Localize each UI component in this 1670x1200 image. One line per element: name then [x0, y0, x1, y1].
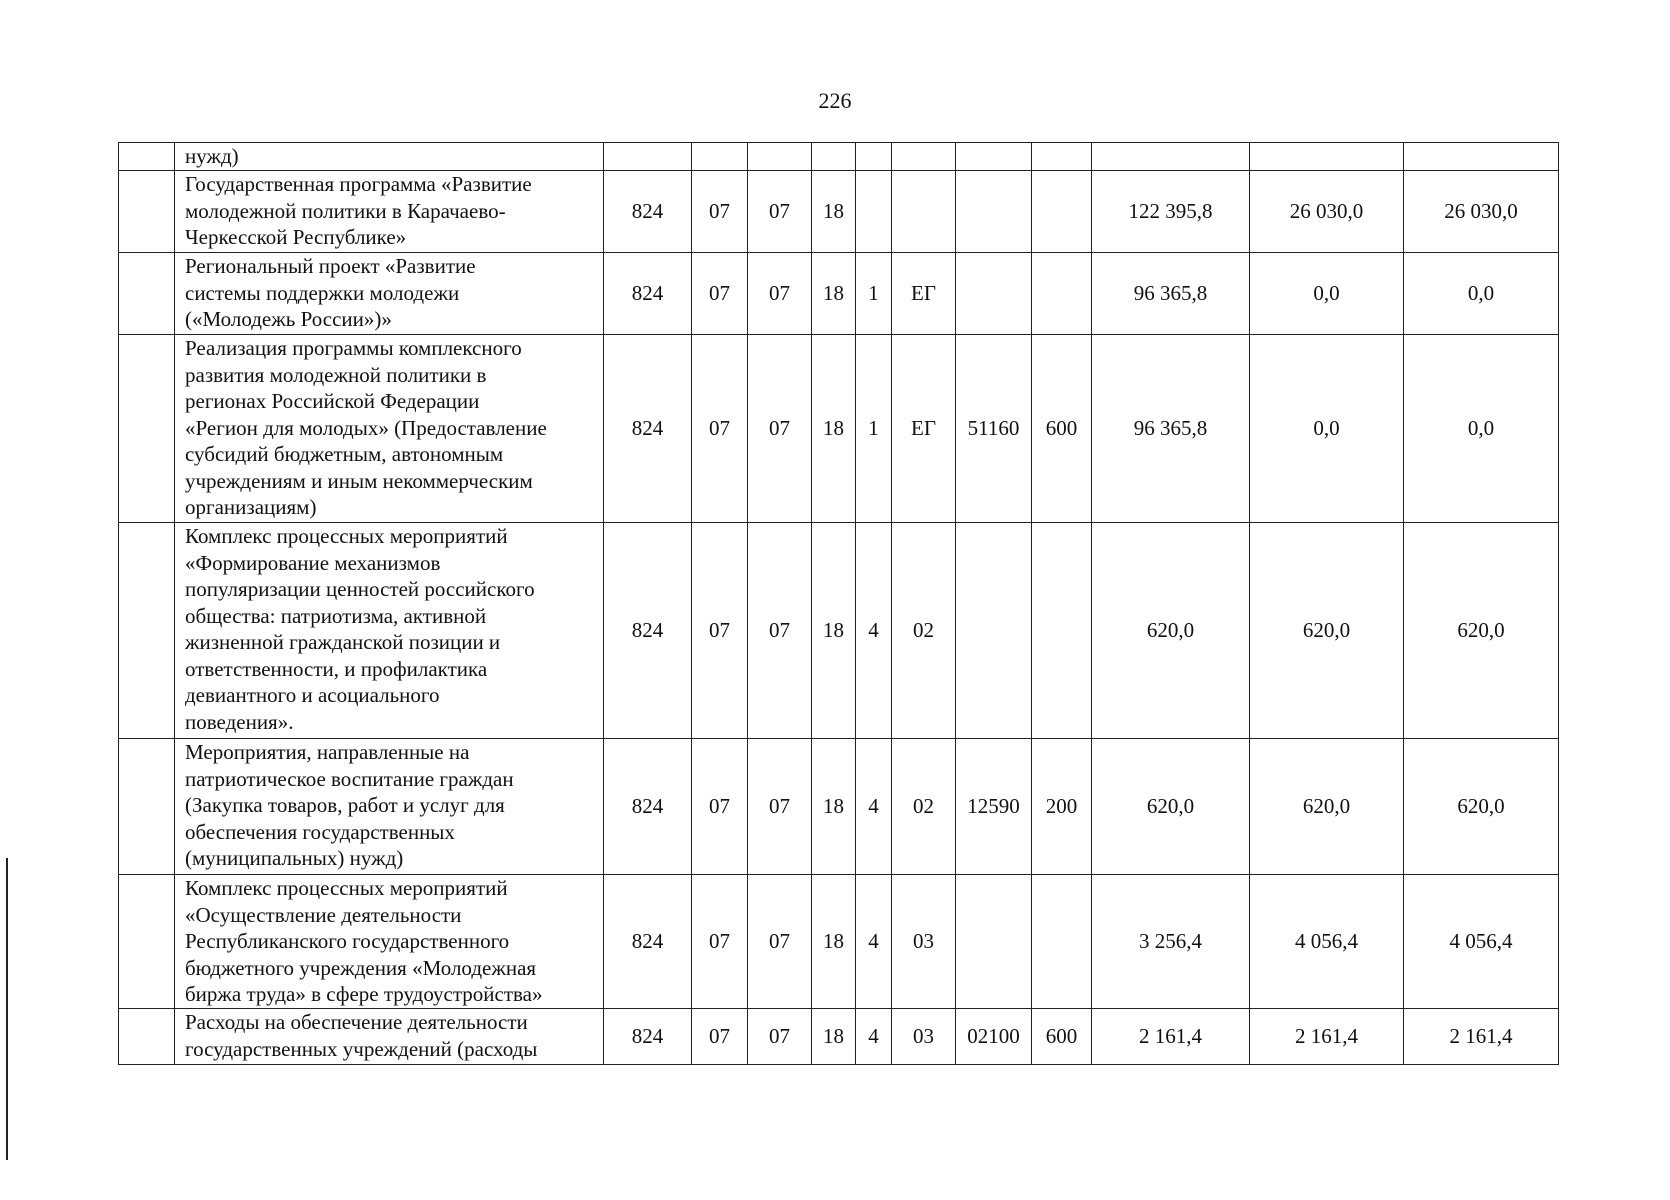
subprogram-code-cell: 4: [856, 523, 892, 739]
name-cell: [175, 253, 604, 335]
table-row: [119, 1009, 1559, 1065]
ministry-code-cell: 824: [604, 739, 692, 875]
name-line: Черкесской Республике»: [185, 225, 407, 249]
sum-year-3-cell: 26 030,0: [1404, 171, 1559, 253]
subsection-code-cell: 07: [748, 171, 812, 253]
table-row: [119, 739, 1559, 875]
table-body: [119, 143, 1559, 1065]
name-line: субсидий бюджетным, автономным: [185, 442, 504, 466]
sum-year-3-cell: 0,0: [1404, 253, 1559, 335]
name-line: развития молодежной политики в: [185, 362, 487, 387]
sum-year-2-cell: 0,0: [1250, 335, 1404, 523]
measure-code-cell: 03: [892, 875, 956, 1009]
sum-year-1-cell: 2 161,4: [1092, 1009, 1250, 1065]
measure-code-cell: 03: [892, 1009, 956, 1065]
subsection-code-cell: 07: [748, 739, 812, 875]
name-cell: [175, 875, 604, 1009]
sum-year-1-cell: 620,0: [1092, 739, 1250, 875]
ministry-code-cell: 824: [604, 523, 692, 739]
subprogram-code-cell: [856, 143, 892, 171]
direction-code-cell: [956, 253, 1032, 335]
expense-type-cell: [1032, 171, 1092, 253]
sum-year-3-cell: 2 161,4: [1404, 1009, 1559, 1065]
measure-code-cell: 02: [892, 523, 956, 739]
subprogram-code-cell: 4: [856, 1009, 892, 1065]
direction-code-cell: [956, 171, 1032, 253]
sum-year-2-cell: 4 056,4: [1250, 875, 1404, 1009]
ministry-code-cell: 824: [604, 171, 692, 253]
section-code-cell: 07: [692, 523, 748, 739]
name-line: Государственная программа «Развитие: [185, 172, 532, 196]
section-code-cell: 07: [692, 335, 748, 523]
expense-type-cell: 600: [1032, 335, 1092, 523]
ministry-code-cell: 824: [604, 875, 692, 1009]
section-code-cell: 07: [692, 739, 748, 875]
direction-code-cell: [956, 143, 1032, 171]
sum-year-2-cell: [1250, 143, 1404, 171]
name-line: Республиканского государственного: [185, 929, 510, 953]
direction-code-cell: 02100: [956, 1009, 1032, 1065]
name-line: государственных учреждений (расходы: [185, 1036, 538, 1061]
name-line: молодежной политики в Карачаево-: [185, 198, 506, 223]
row-marker-cell: [119, 335, 175, 523]
expense-type-cell: 600: [1032, 1009, 1092, 1065]
name-line: поведения».: [185, 709, 294, 734]
margin-mark: [6, 858, 8, 1160]
program-code-cell: 18: [812, 523, 856, 739]
sum-year-2-cell: 26 030,0: [1250, 171, 1404, 253]
measure-code-cell: ЕГ: [892, 335, 956, 523]
row-marker-cell: [119, 143, 175, 171]
sum-year-1-cell: 122 395,8: [1092, 171, 1250, 253]
direction-code-cell: 51160: [956, 335, 1032, 523]
ministry-code-cell: 824: [604, 253, 692, 335]
measure-code-cell: [892, 143, 956, 171]
program-code-cell: 18: [812, 171, 856, 253]
program-code-cell: 18: [812, 1009, 856, 1065]
name-line: патриотическое воспитание граждан: [185, 766, 514, 791]
name-line: «Регион для молодых» (Предоставление: [185, 415, 547, 440]
name-cell: [175, 1009, 604, 1065]
sum-year-3-cell: 620,0: [1404, 739, 1559, 875]
ministry-code-cell: [604, 143, 692, 171]
budget-table: [118, 142, 1559, 1065]
program-code-cell: 18: [812, 253, 856, 335]
ministry-code-cell: 824: [604, 1009, 692, 1065]
name-line: девиантного и асоциального: [185, 683, 440, 707]
name-cell: [175, 739, 604, 875]
direction-code-cell: 12590: [956, 739, 1032, 875]
program-code-cell: [812, 143, 856, 171]
row-marker-cell: [119, 253, 175, 335]
sum-year-3-cell: 620,0: [1404, 523, 1559, 739]
sum-year-2-cell: 0,0: [1250, 253, 1404, 335]
name-line: системы поддержки молодежи: [185, 280, 460, 305]
sum-year-2-cell: 620,0: [1250, 523, 1404, 739]
subsection-code-cell: 07: [748, 1009, 812, 1065]
page-number: 226: [818, 88, 852, 113]
row-marker-cell: [119, 523, 175, 739]
direction-code-cell: [956, 523, 1032, 739]
subprogram-code-cell: 4: [856, 739, 892, 875]
name-cell: [175, 523, 604, 739]
table-row: [119, 335, 1559, 523]
name-line: жизненной гражданской позиции и: [185, 630, 501, 654]
name-line: биржа труда» в сфере трудоустройства»: [185, 982, 543, 1006]
name-line: обеспечения государственных: [185, 819, 455, 844]
name-cell: [175, 171, 604, 253]
measure-code-cell: ЕГ: [892, 253, 956, 335]
expense-type-cell: [1032, 143, 1092, 171]
sum-year-1-cell: [1092, 143, 1250, 171]
name-cell: [175, 335, 604, 523]
name-line: «Формирование механизмов: [185, 550, 441, 575]
subprogram-code-cell: 1: [856, 335, 892, 523]
sum-year-3-cell: 0,0: [1404, 335, 1559, 523]
subsection-code-cell: 07: [748, 523, 812, 739]
sum-year-1-cell: 96 365,8: [1092, 253, 1250, 335]
ministry-code-cell: 824: [604, 335, 692, 523]
expense-type-cell: 200: [1032, 739, 1092, 875]
measure-code-cell: 02: [892, 739, 956, 875]
sum-year-2-cell: 620,0: [1250, 739, 1404, 875]
section-code-cell: 07: [692, 875, 748, 1009]
name-line: («Молодежь России»)»: [185, 307, 392, 331]
sum-year-1-cell: 3 256,4: [1092, 875, 1250, 1009]
table-row: [119, 253, 1559, 335]
table-row: [119, 143, 1559, 171]
name-line: нужд): [185, 144, 239, 168]
row-marker-cell: [119, 739, 175, 875]
section-code-cell: 07: [692, 1009, 748, 1065]
name-line: популяризации ценностей российского: [185, 577, 535, 601]
row-marker-cell: [119, 1009, 175, 1065]
sum-year-1-cell: 96 365,8: [1092, 335, 1250, 523]
name-cell: [175, 143, 604, 171]
direction-code-cell: [956, 875, 1032, 1009]
section-code-cell: 07: [692, 253, 748, 335]
row-marker-cell: [119, 171, 175, 253]
name-line: организациям): [185, 495, 317, 519]
name-line: регионах Российской Федерации: [185, 389, 480, 413]
sum-year-2-cell: 2 161,4: [1250, 1009, 1404, 1065]
name-line: Региональный проект «Развитие: [185, 254, 476, 278]
table-row: [119, 171, 1559, 253]
name-line: общества: патриотизма, активной: [185, 603, 487, 628]
subsection-code-cell: [748, 143, 812, 171]
name-line: бюджетного учреждения «Молодежная: [185, 955, 537, 980]
subsection-code-cell: 07: [748, 253, 812, 335]
program-code-cell: 18: [812, 875, 856, 1009]
section-code-cell: [692, 143, 748, 171]
sum-year-1-cell: 620,0: [1092, 523, 1250, 739]
subsection-code-cell: 07: [748, 335, 812, 523]
section-code-cell: 07: [692, 171, 748, 253]
name-line: Реализация программы комплексного: [185, 336, 522, 360]
program-code-cell: 18: [812, 739, 856, 875]
name-line: ответственности, и профилактика: [185, 656, 488, 681]
sum-year-3-cell: 4 056,4: [1404, 875, 1559, 1009]
name-line: (Закупка товаров, работ и услуг для: [185, 793, 505, 817]
row-marker-cell: [119, 875, 175, 1009]
subsection-code-cell: 07: [748, 875, 812, 1009]
sum-year-3-cell: [1404, 143, 1559, 171]
subprogram-code-cell: [856, 171, 892, 253]
name-line: Расходы на обеспечение деятельности: [185, 1010, 528, 1034]
name-line: Комплекс процессных мероприятий: [185, 876, 508, 900]
subprogram-code-cell: 1: [856, 253, 892, 335]
name-line: учреждениям и иным некоммерческим: [185, 468, 533, 493]
name-line: Мероприятия, направленные на: [185, 740, 470, 764]
name-line: (муниципальных) нужд): [185, 846, 404, 870]
expense-type-cell: [1032, 875, 1092, 1009]
program-code-cell: 18: [812, 335, 856, 523]
expense-type-cell: [1032, 253, 1092, 335]
table-row: [119, 875, 1559, 1009]
measure-code-cell: [892, 171, 956, 253]
name-line: Комплекс процессных мероприятий: [185, 524, 508, 548]
expense-type-cell: [1032, 523, 1092, 739]
table-row: [119, 523, 1559, 739]
name-line: «Осуществление деятельности: [185, 902, 462, 927]
subprogram-code-cell: 4: [856, 875, 892, 1009]
